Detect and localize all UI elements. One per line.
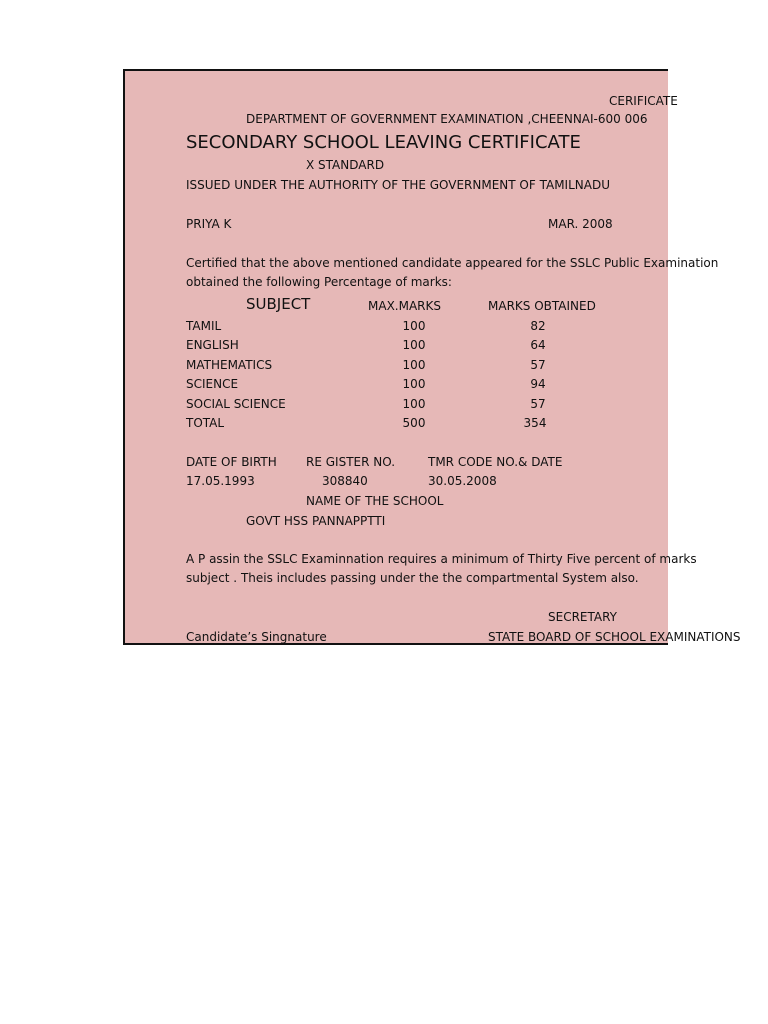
secretary-label: SECRETARY [548,610,618,624]
row-obtained: 57 [530,358,546,372]
certificate-title: SECONDARY SCHOOL LEAVING CERTIFICATE [186,132,581,153]
row-obtained: 82 [530,319,546,333]
corner-label: CERIFICATE [609,94,678,108]
row-subject: TOTAL [186,416,225,430]
row-obtained: 354 [523,416,547,430]
row-subject: MATHEMATICS [186,358,273,372]
authority-line: ISSUED UNDER THE AUTHORITY OF THE GOVERNMENT OF TAMILNADU [186,178,610,192]
dob-value: 17.05.1993 [186,474,255,488]
marks-obtained-header: MARKS OBTAINED [488,299,596,313]
row-max: 100 [402,319,426,333]
tmr-label: TMR CODE NO.& DATE [428,455,563,469]
certificate-sheet [123,69,741,645]
pass-rule-line-1: A P assin the SSLC Examinnation requires a minimum of Thirty Five percent of marks [186,552,697,566]
register-value: 308840 [322,474,368,488]
max-marks-header: MAX.MARKS [368,299,441,313]
row-obtained: 57 [530,397,546,411]
tmr-value: 30.05.2008 [428,474,497,488]
subject-header: SUBJECT [246,295,311,313]
pass-rule-line-2: subject . Theis includes passing under the the compartmental System also. [186,571,639,585]
row-max: 100 [402,338,426,352]
school-name: GOVT HSS PANNAPPTTI [246,514,386,528]
board-name: STATE BOARD OF SCHOOL EXAMINATIONS [488,630,741,644]
row-subject: SCIENCE [186,377,239,391]
row-subject: TAMIL [186,319,222,333]
certified-line-2: obtained the following Percentage of marks: [186,275,452,289]
row-max: 100 [402,377,426,391]
row-obtained: 64 [530,338,546,352]
row-subject: SOCIAL SCIENCE [186,397,286,411]
candidate-signature-label: Candidate’s Singnature [186,630,327,644]
certified-line-1: Certified that the above mentioned candidate appeared for the SSLC Public Examination [186,256,719,270]
row-max: 100 [402,358,426,372]
row-obtained: 94 [530,377,546,391]
exam-session: MAR. 2008 [548,217,613,231]
register-label: RE GISTER NO. [306,455,396,469]
row-subject: ENGLISH [186,338,239,352]
department-line: DEPARTMENT OF GOVERNMENT EXAMINATION ,CHEENNAI-600 006 [246,112,648,126]
row-max: 500 [402,416,426,430]
row-max: 100 [402,397,426,411]
candidate-name: PRIYA K [186,217,232,231]
standard-line: X STANDARD [306,158,385,172]
dob-label: DATE OF BIRTH [186,455,277,469]
school-label: NAME OF THE SCHOOL [306,494,444,508]
